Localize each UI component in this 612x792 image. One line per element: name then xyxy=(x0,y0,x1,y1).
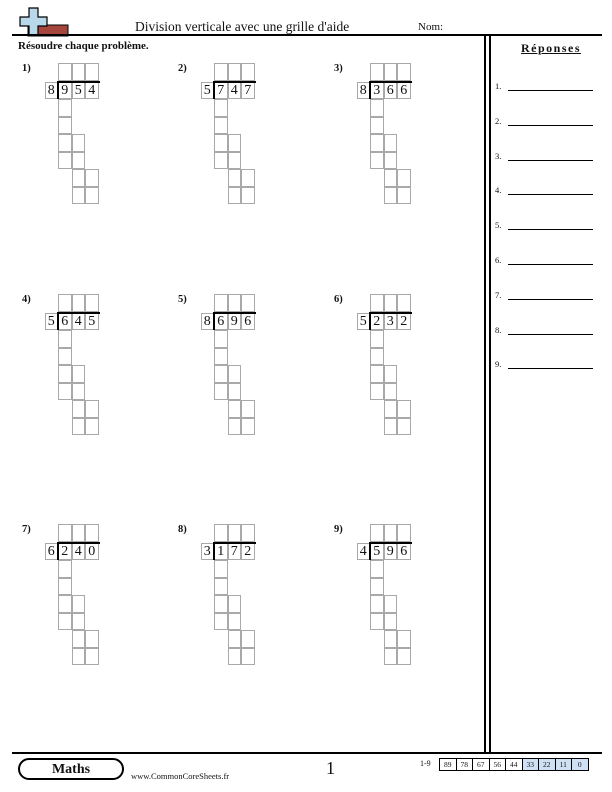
dividend-digit: 6 xyxy=(61,313,69,329)
answer-blank[interactable] xyxy=(508,125,593,126)
divisor-digit: 8 xyxy=(47,82,55,98)
work-cell[interactable] xyxy=(228,383,242,401)
answer-blank[interactable] xyxy=(508,334,593,335)
work-cell[interactable] xyxy=(384,383,398,401)
score-cell: 22 xyxy=(538,758,556,771)
quotient-cell[interactable] xyxy=(228,63,242,81)
work-cell[interactable] xyxy=(72,630,86,648)
header-rule xyxy=(12,34,602,36)
work-cell[interactable] xyxy=(241,630,255,648)
work-cell[interactable] xyxy=(72,613,86,631)
divisor-digit: 5 xyxy=(47,313,55,329)
division-bracket xyxy=(213,81,215,100)
quotient-cell[interactable] xyxy=(397,294,411,312)
answer-blank[interactable] xyxy=(508,90,593,91)
work-cell[interactable] xyxy=(228,400,242,418)
division-bracket xyxy=(57,81,59,100)
quotient-cell[interactable] xyxy=(397,524,411,542)
work-cell[interactable] xyxy=(228,630,242,648)
answer-divider xyxy=(489,36,491,752)
work-cell[interactable] xyxy=(384,613,398,631)
dividend-digit: 5 xyxy=(373,543,381,559)
division-problem xyxy=(178,294,308,494)
footer-rule xyxy=(12,752,602,754)
work-cell[interactable] xyxy=(214,330,228,348)
score-cell: 89 xyxy=(439,758,457,771)
dividend-digit: 6 xyxy=(244,313,252,329)
problem-number: 3) xyxy=(334,63,343,74)
answer-row xyxy=(495,288,595,302)
quotient-cell[interactable] xyxy=(72,524,86,542)
work-cell[interactable] xyxy=(384,134,398,152)
work-cell[interactable] xyxy=(241,418,255,436)
division-problem xyxy=(22,63,152,263)
answer-number: 9. xyxy=(495,359,502,370)
score-cell: 78 xyxy=(456,758,474,771)
dividend-digit: 3 xyxy=(373,82,381,98)
work-cell[interactable] xyxy=(85,648,99,666)
work-cell[interactable] xyxy=(384,365,398,383)
work-cell[interactable] xyxy=(228,187,242,205)
work-cell[interactable] xyxy=(228,134,242,152)
work-cell[interactable] xyxy=(58,117,72,135)
work-cell[interactable] xyxy=(370,560,384,578)
dividend-digit: 2 xyxy=(244,543,252,559)
dividend-digit: 3 xyxy=(386,313,394,329)
dividend-digit: 7 xyxy=(230,543,238,559)
work-cell[interactable] xyxy=(58,99,72,117)
work-cell[interactable] xyxy=(214,595,228,613)
work-cell[interactable] xyxy=(58,152,72,170)
quotient-cell[interactable] xyxy=(370,63,384,81)
quotient-cell[interactable] xyxy=(72,63,86,81)
division-bar xyxy=(370,312,412,314)
work-cell[interactable] xyxy=(72,169,86,187)
dividend-digit: 6 xyxy=(400,82,408,98)
work-cell[interactable] xyxy=(214,578,228,596)
quotient-cell[interactable] xyxy=(397,63,411,81)
work-cell[interactable] xyxy=(370,99,384,117)
problem-number: 1) xyxy=(22,63,31,74)
division-bar xyxy=(214,542,256,544)
work-cell[interactable] xyxy=(58,383,72,401)
work-cell[interactable] xyxy=(370,152,384,170)
score-cell: 33 xyxy=(522,758,540,771)
work-cell[interactable] xyxy=(72,365,86,383)
dividend-digit: 7 xyxy=(244,82,252,98)
division-problem xyxy=(178,524,308,724)
division-problem xyxy=(178,63,308,263)
quotient-cell[interactable] xyxy=(58,294,72,312)
dividend-digit: 7 xyxy=(217,82,225,98)
work-cell[interactable] xyxy=(72,134,86,152)
work-cell[interactable] xyxy=(228,613,242,631)
website-link[interactable]: www.CommonCoreSheets.fr xyxy=(131,771,230,781)
answer-blank[interactable] xyxy=(508,368,593,369)
work-cell[interactable] xyxy=(397,169,411,187)
work-cell[interactable] xyxy=(384,418,398,436)
quotient-cell[interactable] xyxy=(58,524,72,542)
work-cell[interactable] xyxy=(384,648,398,666)
dividend-digit: 9 xyxy=(230,313,238,329)
work-cell[interactable] xyxy=(72,418,86,436)
work-cell[interactable] xyxy=(72,152,86,170)
quotient-cell[interactable] xyxy=(384,524,398,542)
subject-badge: Maths xyxy=(18,758,124,780)
divisor-digit: 5 xyxy=(203,82,211,98)
dividend-digit: 2 xyxy=(400,313,408,329)
page-title: Division verticale avec une grille d'aide xyxy=(135,19,350,34)
work-cell[interactable] xyxy=(85,187,99,205)
work-cell[interactable] xyxy=(397,630,411,648)
answer-row xyxy=(495,357,595,371)
quotient-cell[interactable] xyxy=(228,524,242,542)
divisor-digit: 4 xyxy=(359,543,367,559)
quotient-cell[interactable] xyxy=(228,294,242,312)
page-number: 1 xyxy=(326,758,335,778)
answer-number: 8. xyxy=(495,324,502,335)
division-problem xyxy=(22,524,152,724)
work-cell[interactable] xyxy=(214,383,228,401)
problem-number: 8) xyxy=(178,524,187,535)
work-cell[interactable] xyxy=(58,578,72,596)
answer-number: 6. xyxy=(495,255,502,265)
work-cell[interactable] xyxy=(370,613,384,631)
answers-title: Réponses xyxy=(520,41,581,55)
answer-blank[interactable] xyxy=(508,264,593,265)
quotient-cell[interactable] xyxy=(85,524,99,542)
quotient-cell[interactable] xyxy=(370,294,384,312)
answer-blank[interactable] xyxy=(508,160,593,161)
quotient-cell[interactable] xyxy=(384,294,398,312)
work-cell[interactable] xyxy=(241,400,255,418)
quotient-cell[interactable] xyxy=(214,294,228,312)
dividend-digit: 4 xyxy=(88,82,96,98)
name-label: Nom: xyxy=(418,21,444,33)
answer-row xyxy=(495,114,595,128)
work-cell[interactable] xyxy=(241,187,255,205)
dividend-digit: 2 xyxy=(61,543,69,559)
division-bar xyxy=(58,542,100,544)
work-cell[interactable] xyxy=(370,330,384,348)
quotient-cell[interactable] xyxy=(241,63,255,81)
division-bar xyxy=(370,81,412,83)
dividend-digit: 4 xyxy=(74,543,82,559)
division-bar xyxy=(58,312,100,314)
work-cell[interactable] xyxy=(228,152,242,170)
quotient-cell[interactable] xyxy=(85,294,99,312)
division-problem xyxy=(334,294,464,494)
work-cell[interactable] xyxy=(214,152,228,170)
division-bar xyxy=(214,81,256,83)
work-cell[interactable] xyxy=(58,365,72,383)
division-bar xyxy=(58,81,100,83)
answer-row xyxy=(495,218,595,232)
work-cell[interactable] xyxy=(228,169,242,187)
dividend-digit: 9 xyxy=(61,82,69,98)
divisor-digit: 5 xyxy=(359,313,367,329)
work-cell[interactable] xyxy=(214,117,228,135)
work-cell[interactable] xyxy=(85,169,99,187)
work-cell[interactable] xyxy=(370,578,384,596)
answer-blank[interactable] xyxy=(508,194,593,195)
work-cell[interactable] xyxy=(241,648,255,666)
work-cell[interactable] xyxy=(214,613,228,631)
work-cell[interactable] xyxy=(370,365,384,383)
work-cell[interactable] xyxy=(384,595,398,613)
work-cell[interactable] xyxy=(214,365,228,383)
work-cell[interactable] xyxy=(228,418,242,436)
quotient-cell[interactable] xyxy=(241,294,255,312)
problem-number: 9) xyxy=(334,524,343,535)
work-cell[interactable] xyxy=(58,560,72,578)
dividend-digit: 4 xyxy=(230,82,238,98)
division-bracket xyxy=(213,312,215,331)
division-bar xyxy=(370,542,412,544)
answer-blank[interactable] xyxy=(508,299,593,300)
work-cell[interactable] xyxy=(85,630,99,648)
divisor-digit: 8 xyxy=(359,82,367,98)
dividend-digit: 6 xyxy=(386,82,394,98)
division-problem xyxy=(334,524,464,724)
score-cell: 56 xyxy=(489,758,507,771)
work-cell[interactable] xyxy=(370,595,384,613)
answer-row xyxy=(495,79,595,93)
work-cell[interactable] xyxy=(72,383,86,401)
divisor-digit: 3 xyxy=(203,543,211,559)
work-cell[interactable] xyxy=(397,648,411,666)
dividend-digit: 6 xyxy=(217,313,225,329)
work-cell[interactable] xyxy=(72,187,86,205)
quotient-cell[interactable] xyxy=(370,524,384,542)
division-bracket xyxy=(369,81,371,100)
work-cell[interactable] xyxy=(384,152,398,170)
answer-row xyxy=(495,149,595,163)
problem-number: 4) xyxy=(22,294,31,305)
division-problem xyxy=(334,63,464,263)
answer-blank[interactable] xyxy=(508,229,593,230)
dividend-digit: 4 xyxy=(74,313,82,329)
answer-number: 4. xyxy=(495,185,502,196)
work-cell[interactable] xyxy=(384,169,398,187)
work-cell[interactable] xyxy=(384,187,398,205)
work-cell[interactable] xyxy=(370,383,384,401)
score-cell: 67 xyxy=(472,758,490,771)
dividend-digit: 9 xyxy=(386,543,394,559)
work-cell[interactable] xyxy=(397,418,411,436)
answer-number: 3. xyxy=(495,150,502,161)
divisor-digit: 6 xyxy=(47,543,55,559)
work-cell[interactable] xyxy=(214,99,228,117)
work-cell[interactable] xyxy=(228,365,242,383)
work-cell[interactable] xyxy=(72,400,86,418)
quotient-cell[interactable] xyxy=(58,63,72,81)
work-cell[interactable] xyxy=(384,630,398,648)
answer-divider xyxy=(484,36,486,752)
work-cell[interactable] xyxy=(397,400,411,418)
answer-number: 7. xyxy=(495,289,502,300)
division-bar xyxy=(214,312,256,314)
work-cell[interactable] xyxy=(370,117,384,135)
dividend-digit: 6 xyxy=(400,543,408,559)
work-cell[interactable] xyxy=(58,595,72,613)
work-cell[interactable] xyxy=(228,595,242,613)
work-cell[interactable] xyxy=(397,187,411,205)
problem-number: 6) xyxy=(334,294,343,305)
division-problem xyxy=(22,294,152,494)
score-cell: 0 xyxy=(571,758,589,771)
answer-number: 5. xyxy=(495,220,502,231)
work-cell[interactable] xyxy=(370,348,384,366)
work-cell[interactable] xyxy=(214,134,228,152)
work-cell[interactable] xyxy=(85,418,99,436)
work-cell[interactable] xyxy=(384,400,398,418)
dividend-digit: 5 xyxy=(88,313,96,329)
work-cell[interactable] xyxy=(58,330,72,348)
work-cell[interactable] xyxy=(58,348,72,366)
work-cell[interactable] xyxy=(228,648,242,666)
score-scale xyxy=(440,758,589,771)
work-cell[interactable] xyxy=(72,648,86,666)
work-cell[interactable] xyxy=(72,595,86,613)
answer-row xyxy=(495,253,595,267)
quotient-cell[interactable] xyxy=(85,63,99,81)
answer-number: 2. xyxy=(495,115,502,126)
division-bracket xyxy=(213,542,215,561)
problem-number: 5) xyxy=(178,294,187,305)
divisor-digit: 8 xyxy=(203,313,211,329)
quotient-cell[interactable] xyxy=(72,294,86,312)
division-bracket xyxy=(57,312,59,331)
instruction-text: Résoudre chaque problème. xyxy=(18,40,149,52)
division-bracket xyxy=(369,542,371,561)
quotient-cell[interactable] xyxy=(214,63,228,81)
work-cell[interactable] xyxy=(370,134,384,152)
quotient-cell[interactable] xyxy=(214,524,228,542)
problem-number: 2) xyxy=(178,63,187,74)
score-scale-label: 1-9 xyxy=(420,759,431,768)
score-cell: 44 xyxy=(505,758,523,771)
work-cell[interactable] xyxy=(214,348,228,366)
dividend-digit: 0 xyxy=(88,543,96,559)
division-bracket xyxy=(369,312,371,331)
dividend-digit: 5 xyxy=(74,82,82,98)
score-cell: 11 xyxy=(555,758,573,771)
answer-row xyxy=(495,183,595,197)
dividend-digit: 1 xyxy=(217,543,225,559)
answer-number: 1. xyxy=(495,81,502,91)
answer-row xyxy=(495,323,595,337)
quotient-cell[interactable] xyxy=(241,524,255,542)
quotient-cell[interactable] xyxy=(384,63,398,81)
work-cell[interactable] xyxy=(241,169,255,187)
problem-number: 7) xyxy=(22,524,31,535)
work-cell[interactable] xyxy=(214,560,228,578)
dividend-digit: 2 xyxy=(373,313,381,329)
work-cell[interactable] xyxy=(58,134,72,152)
work-cell[interactable] xyxy=(58,613,72,631)
work-cell[interactable] xyxy=(85,400,99,418)
division-bracket xyxy=(57,542,59,561)
